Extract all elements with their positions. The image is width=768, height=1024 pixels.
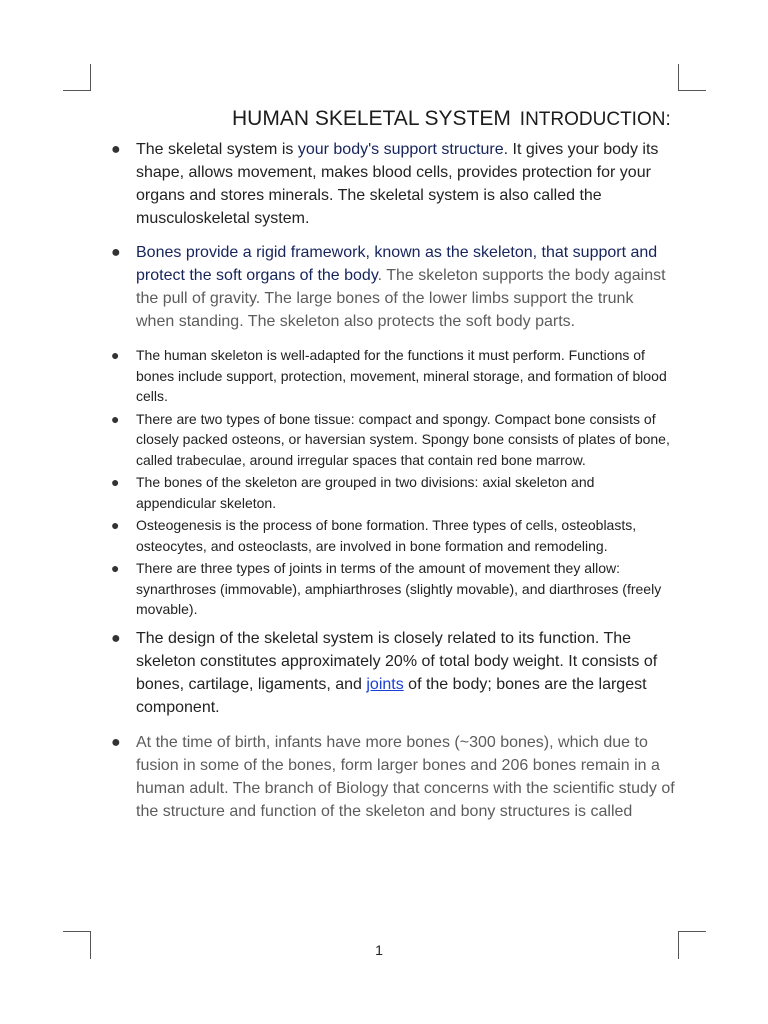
list-item-text: The bones of the skeleton are grouped in two divisions: axial skeleton and appendicular skeleton.: [136, 474, 595, 511]
list-item-text: There are three types of joints in terms of the amount of movement they allow: synarthroses (immovable), amphiarthroses (slightly movable), and diarthroses (freely movable).: [136, 560, 662, 617]
list-item-text: Osteogenesis is the process of bone formation. Three types of cells, osteoblasts, osteocytes, and osteoclasts, are involved in bone formation and remodeling.: [136, 517, 637, 554]
title-subtitle: INTRODUCTION:: [519, 109, 671, 130]
crop-mark-top-right-vertical: [678, 64, 679, 91]
list-item-text: There are two types of bone tissue: compact and spongy. Compact bone consists of closely packed osteons, or haversian system. Spongy bone consists of plates of bone, called trabeculae, around irregular spaces that contain red bone marrow.: [136, 410, 670, 468]
joints-link[interactable]: joints: [366, 675, 404, 693]
crop-mark-bottom-right-horizontal: [678, 931, 706, 932]
list-item: [110, 241, 675, 333]
crop-mark-bottom-left-horizontal: [63, 931, 91, 932]
bullet-icon: ●: [111, 244, 121, 261]
bullet-icon: ●: [111, 517, 120, 533]
text-segment: . It gives your body its shape, allows movement, makes blood cells, provides protection for your organs and stores minerals. The skeletal system is also called the musculoskeletal system.: [136, 141, 659, 227]
bullet-icon: ●: [111, 141, 121, 158]
list-item-text: [136, 241, 675, 333]
text-segment: The design of the skeletal system is closely related to its function. The skeleton constitutes approximately 20% of total body weight. It consists of bones, cartilage, ligaments, and: [136, 629, 658, 693]
title-main: HUMAN SKELETAL SYSTEM: [232, 107, 511, 130]
list-item: [110, 627, 675, 719]
text-segment: of the body; bones are the largest component.: [136, 675, 647, 716]
list-item-text: The human skeleton is well-adapted for the functions it must perform. Functions of bones include support, protection, movement, mineral storage, and formation of blood cells.: [136, 347, 667, 404]
crop-mark-top-left-vertical: [90, 64, 91, 91]
list-item-text: [136, 138, 675, 230]
text-segment: The skeletal system is: [136, 141, 298, 158]
highlight-text: Bones provide a rigid framework, known as the skeleton, that support and protect the soft organs of the body: [136, 244, 658, 284]
list-item-text: At the time of birth, infants have more bones (~300 bones), which due to fusion in some of the bones, form larger bones and 206 bones remain in a human adult. The branch of Biology that concerns with the scientific study of the structure and function of the skeleton and bony structures is called: [136, 733, 675, 820]
list-item: [110, 138, 675, 230]
bullet-icon: ●: [111, 474, 120, 490]
page-title: [232, 96, 671, 133]
bullet-list: [110, 138, 675, 823]
bullet-icon: ●: [111, 347, 120, 363]
crop-mark-top-left-horizontal: [63, 90, 91, 91]
list-item: [110, 409, 675, 471]
bullet-icon: ●: [111, 629, 121, 647]
text-segment: . The skeleton supports the body against the pull of gravity. The large bones of the lower limbs support the trunk when standing. The skeleton also protects the soft body parts.: [136, 267, 666, 330]
bullet-icon: ●: [111, 733, 121, 751]
list-item-text: [136, 627, 675, 719]
crop-mark-top-right-horizontal: [678, 90, 706, 91]
list-item: [110, 472, 675, 513]
bullet-icon: ●: [111, 410, 120, 427]
list-item: [110, 345, 675, 407]
bullet-icon: ●: [111, 560, 120, 576]
highlight-text: your body's support structure: [297, 141, 504, 158]
list-item: [110, 731, 675, 823]
list-item: [110, 558, 675, 620]
page-number: 1: [375, 942, 383, 958]
list-item: [110, 515, 675, 556]
